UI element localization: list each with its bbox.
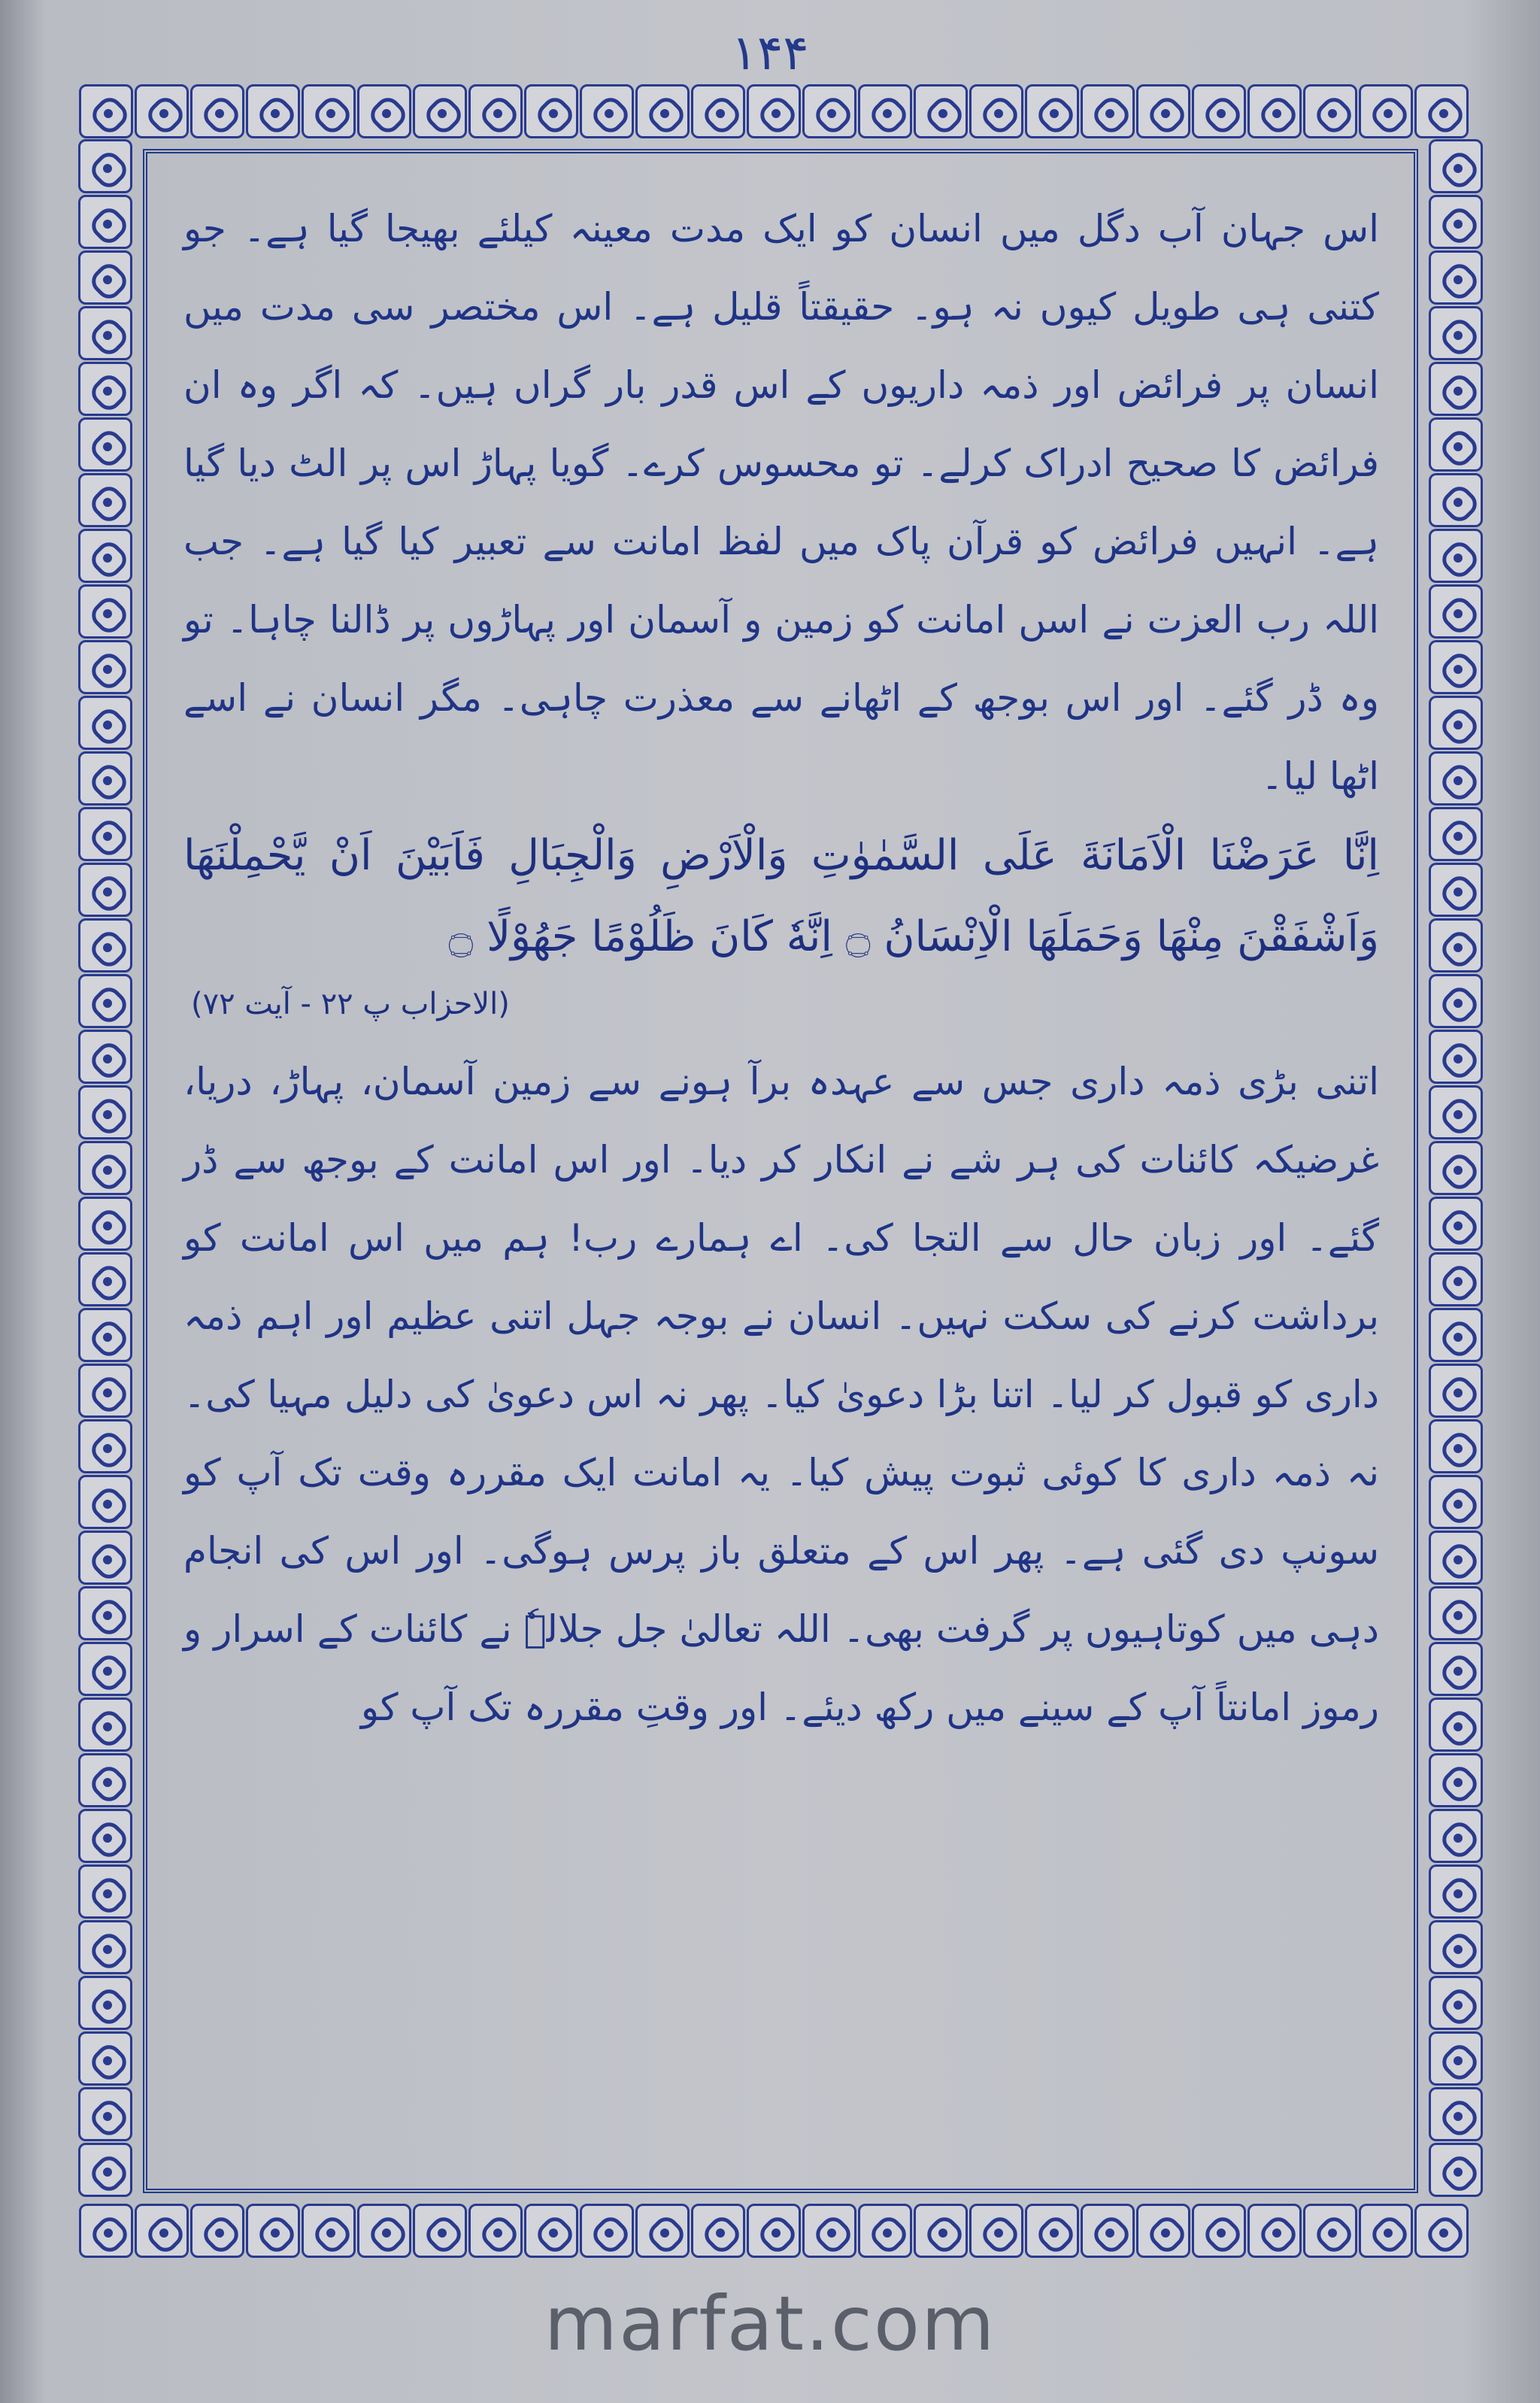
border-ornament-tile (78, 1586, 132, 1640)
border-ornament-tile (78, 529, 132, 583)
watermark: marfat.com (544, 2280, 996, 2368)
border-ornament-tile (1429, 1864, 1483, 1919)
border-ornament-tile (468, 84, 523, 138)
border-ornament-tile (969, 84, 1023, 138)
border-ornament-tile (78, 1920, 132, 1974)
border-ornament-tile (1429, 807, 1483, 861)
border-ornament-tile (135, 2204, 189, 2258)
border-ornament-tile (747, 84, 801, 138)
border-ornament-tile (691, 84, 745, 138)
border-ornament-tile (246, 84, 300, 138)
border-ornament-tile (78, 1364, 132, 1418)
border-ornament-tile (190, 2204, 244, 2258)
page-text (183, 190, 1379, 2160)
border-ornament-tile (580, 84, 634, 138)
border-ornament-tile (1429, 974, 1483, 1028)
paragraph-1: اس جہان آب دگل میں انسان کو ایک مدت معینہ کیلئے بھیجا گیا ہے۔ جو کتنی ہی طویل کیوں نہ ہو۔ حقیقتاً قلیل ہے۔ اس مختصر سی مدت میں انسان پر فرائض اور ذمہ داریوں کے اس قدر بار گراں ہیں۔ کہ اگر وہ ان فرائض کا صحیح ادراک کرلے۔ تو محسوس کرے۔ گویا پہاڑ اس پر الٹ دیا گیا ہے۔ انہیں فرائض کو قرآن پاک میں لفظ امانت سے تعبیر کیا گیا ہے۔ جب اللہ رب العزت نے اسں امانت کو زمین و آسمان اور پہاڑوں پر ڈالنا چاہا۔ تو وہ ڈر گئے۔ اور اس بوجھ کے اٹھانے سے معذرت چاہی۔ مگر انسان نے اسے اٹھا لیا۔ (183, 207, 1379, 798)
paragraph-2: اتنی بڑی ذمہ داری جس سے عہدہ برآ ہونے سے زمین آسمان، پہاڑ، دریا، غرضیکہ کائنات کی ہر شے نے انکار کر دیا۔ اور اس امانت کے بوجھ سے ڈر گئے۔ اور زبان حال سے التجا کی۔ اے ہمارے رب! ہم میں اس امانت کو برداشت کرنے کی سکت نہیں۔ انسان نے بوجہ جہل اتنی عظیم اور اہم ذمہ داری کو قبول کر لیا۔ اتنا بڑا دعویٰ کیا۔ پھر نہ اس دعویٰ کی دلیل مہیا کی۔ نہ ذمہ داری کا کوئی ثبوت پیش کیا۔ یہ امانت ایک مقررہ وقت تک آپ کو سونپ دی گئی ہے۔ پھر اس کے متعلق باز پرس ہوگی۔ اور اس کی انجام دہی میں کوتاہیوں پر گرفت بھی۔ اللہ تعالیٰ جل جلالہٗ نے کائنات کے اسرار و رموز امانتاً آپ کے سینے میں رکھ دیئے۔ اور وقتِ مقررہ تک آپ کو (183, 1060, 1379, 1729)
border-ornament-tile (1429, 306, 1483, 360)
border-ornament-tile (1429, 2143, 1483, 2197)
border-ornament-tile (1025, 2204, 1079, 2258)
border-ornament-tile (1429, 417, 1483, 472)
border-ornament-tile (1429, 1308, 1483, 1362)
border-ornament-tile (1429, 751, 1483, 806)
border-ornament-tile (524, 2204, 578, 2258)
border-ornament-tile (357, 84, 411, 138)
border-ornament-tile (78, 139, 132, 193)
border-ornament-tile (1247, 2204, 1302, 2258)
border-ornament-tile (1192, 84, 1246, 138)
border-ornament-tile (1429, 1586, 1483, 1640)
border-ornament-tile (1429, 696, 1483, 750)
border-ornament-tile (1429, 584, 1483, 639)
border-ornament-tile (1429, 1698, 1483, 1752)
border-ornament-tile (1192, 2204, 1246, 2258)
border-ornament-tile (969, 2204, 1023, 2258)
border-ornament-tile (1429, 1531, 1483, 1585)
border-ornament-tile (190, 84, 244, 138)
border-ornament-tile (78, 1698, 132, 1752)
border-ornament-tile (858, 2204, 912, 2258)
border-ornament-tile (135, 84, 189, 138)
border-ornament-tile (1303, 2204, 1357, 2258)
border-ornament-tile (78, 362, 132, 416)
border-ornament-tile (1359, 2204, 1413, 2258)
border-ornament-tile (1429, 2031, 1483, 2086)
border-ornament-tile (78, 1197, 132, 1251)
border-ornament-tile (1414, 2204, 1469, 2258)
border-ornament-tile (78, 1809, 132, 1863)
border-ornament-tile (78, 1308, 132, 1362)
border-ornament-tile (79, 84, 133, 138)
border-bottom (78, 2204, 1483, 2258)
border-ornament-tile (691, 2204, 745, 2258)
border-ornament-tile (1359, 84, 1413, 138)
border-ornament-tile (78, 306, 132, 360)
border-ornament-tile (302, 2204, 356, 2258)
border-ornament-tile (78, 1531, 132, 1585)
border-ornament-tile (78, 1030, 132, 1084)
border-ornament-tile (1429, 1364, 1483, 1418)
border-ornament-tile (78, 1419, 132, 1473)
quran-verse: اِنَّا عَرَضْنَا الْاَمَانَةَ عَلَى السَّمٰوٰتِ وَالْاَرْضِ وَالْجِبَالِ فَاَبَيْنَ اَنْ يَّحْمِلْنَهَا وَاَشْفَقْنَ مِنْهَا وَحَمَلَهَا الْاِنْسَانُ ۝ اِنَّهٗ كَانَ ظَلُوْمًا جَهُوْلًا ۝ (183, 831, 1379, 961)
border-ornament-tile (635, 2204, 690, 2258)
border-ornament-tile (1429, 1475, 1483, 1529)
border-ornament-tile (1429, 250, 1483, 305)
border-ornament-tile (1429, 1197, 1483, 1251)
border-ornament-tile (1429, 1753, 1483, 1807)
border-ornament-tile (635, 84, 690, 138)
border-ornament-tile (78, 1753, 132, 1807)
border-ornament-tile (468, 2204, 523, 2258)
border-ornament-tile (78, 863, 132, 917)
border-right (1429, 138, 1483, 2204)
border-ornament-tile (78, 1252, 132, 1306)
border-ornament-tile (914, 2204, 968, 2258)
border-ornament-tile (78, 640, 132, 694)
border-ornament-tile (1136, 2204, 1190, 2258)
border-ornament-tile (1429, 640, 1483, 694)
border-ornament-tile (1429, 1030, 1483, 1084)
border-ornament-tile (1303, 84, 1357, 138)
border-ornament-tile (524, 84, 578, 138)
verse-citation: (الاحزاب پ ۲۲ - آیت ۷۲) (191, 987, 510, 1021)
border-ornament-tile (1429, 2087, 1483, 2141)
border-ornament-tile (1136, 84, 1190, 138)
border-ornament-tile (1429, 1642, 1483, 1696)
border-ornament-tile (858, 84, 912, 138)
border-ornament-tile (78, 974, 132, 1028)
border-ornament-tile (1247, 84, 1302, 138)
border-ornament-tile (78, 807, 132, 861)
border-ornament-tile (1429, 863, 1483, 917)
border-ornament-tile (78, 1475, 132, 1529)
border-ornament-tile (357, 2204, 411, 2258)
border-ornament-tile (580, 2204, 634, 2258)
border-ornament-tile (802, 84, 856, 138)
border-ornament-tile (79, 2204, 133, 2258)
border-ornament-tile (802, 2204, 856, 2258)
border-ornament-tile (78, 918, 132, 972)
border-ornament-tile (78, 1141, 132, 1195)
border-ornament-tile (1429, 1976, 1483, 2030)
border-ornament-tile (413, 84, 467, 138)
border-ornament-tile (78, 2087, 132, 2141)
border-ornament-tile (78, 1642, 132, 1696)
border-ornament-tile (1429, 1252, 1483, 1306)
border-ornament-tile (78, 751, 132, 806)
border-left (78, 138, 132, 2204)
border-ornament-tile (1429, 362, 1483, 416)
border-ornament-tile (1429, 1419, 1483, 1473)
border-ornament-tile (78, 1976, 132, 2030)
border-ornament-tile (1429, 1141, 1483, 1195)
border-ornament-tile (747, 2204, 801, 2258)
border-ornament-tile (78, 417, 132, 472)
border-top (78, 84, 1483, 138)
border-ornament-tile (246, 2204, 300, 2258)
border-ornament-tile (1429, 1085, 1483, 1139)
border-ornament-tile (1429, 195, 1483, 249)
border-ornament-tile (1429, 473, 1483, 527)
border-ornament-tile (1429, 1809, 1483, 1863)
page-number: ۱۴۴ (731, 26, 809, 81)
border-ornament-tile (78, 1085, 132, 1139)
border-ornament-tile (1429, 139, 1483, 193)
border-ornament-tile (78, 584, 132, 639)
border-ornament-tile (914, 84, 968, 138)
border-ornament-tile (1081, 84, 1135, 138)
border-ornament-tile (1429, 529, 1483, 583)
border-ornament-tile (78, 473, 132, 527)
border-ornament-tile (1081, 2204, 1135, 2258)
ornamental-frame (78, 84, 1483, 2258)
border-ornament-tile (78, 1864, 132, 1919)
border-ornament-tile (1429, 918, 1483, 972)
border-ornament-tile (1025, 84, 1079, 138)
border-ornament-tile (302, 84, 356, 138)
border-ornament-tile (78, 2031, 132, 2086)
border-ornament-tile (78, 696, 132, 750)
border-ornament-tile (1414, 84, 1469, 138)
border-ornament-tile (1429, 1920, 1483, 1974)
border-ornament-tile (413, 2204, 467, 2258)
border-ornament-tile (78, 2143, 132, 2197)
border-ornament-tile (78, 195, 132, 249)
border-ornament-tile (78, 250, 132, 305)
